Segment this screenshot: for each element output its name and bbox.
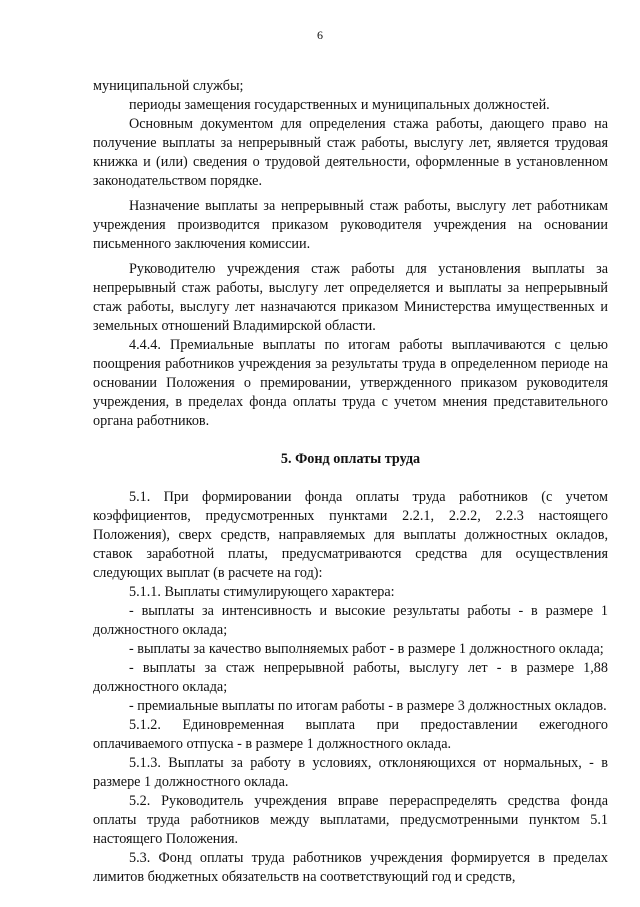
list-item: - выплаты за интенсивность и высокие результаты работы - в размере 1 должностного оклада; <box>93 603 608 638</box>
paragraph: муниципальной службы; <box>93 78 244 94</box>
list-item: - выплаты за стаж непрерывной работы, выслугу лет - в размере 1,88 должностного оклада; <box>93 660 608 695</box>
paragraph: 4.4.4. Премиальные выплаты по итогам работы выплачиваются с целью поощрения работников учреждения за результаты труда в определенном периоде на основании Положения о премировании, утвержденного приказом руководителя учреждения, в пределах фонда оплаты труда с учетом мнения представительного органа работников. <box>93 337 608 429</box>
section-heading: 5. Фонд оплаты труда <box>280 451 421 467</box>
paragraph: 5.3. Фонд оплаты труда работников учреждения формируется в пределах лимитов бюджетных обязательств на соответствующий год и средств, <box>93 850 608 885</box>
paragraph: 5.1. При формировании фонда оплаты труда работников (с учетом коэффициентов, предусмотренных пунктами 2.2.1, 2.2.2, 2.2.3 настоящего Положения), сверх средств, направляемых для выплаты должностных окладов, ставок заработной платы, предусматриваются средства для осуществления следующих выплат (в расчете на год): <box>93 489 608 581</box>
paragraph: Руководителю учреждения стаж работы для установления выплаты за непрерывный стаж работы, выслугу лет определяется и выплаты за непрерывный стаж работы, выслугу лет назначаются приказом Министерства имущественных и земельных отношений Владимирской области. <box>93 261 608 334</box>
paragraph: 5.1.2. Единовременная выплата при предоставлении ежегодного оплачиваемого отпуска - в размере 1 должностного оклада. <box>93 717 608 752</box>
paragraph: 5.2. Руководитель учреждения вправе перераспределять средства фонда оплаты труда работников между выплатами, предусмотренными пунктом 5.1 настоящего Положения. <box>93 793 608 847</box>
document-body <box>93 77 608 887</box>
paragraph: Основным документом для определения стажа работы, дающего право на получение выплаты за непрерывный стаж работы, выслугу лет, является трудовая книжка и (или) сведения о трудовой деятельности, оформленные в установленном законодательством порядке. <box>93 116 608 189</box>
paragraph: 5.1.3. Выплаты за работу в условиях, отклоняющихся от нормальных, - в размере 1 должностного оклада. <box>93 755 608 790</box>
list-item: - выплаты за качество выполняемых работ - в размере 1 должностного оклада; <box>129 641 604 657</box>
list-item: - премиальные выплаты по итогам работы - в размере 3 должностных окладов. <box>129 698 607 714</box>
paragraph: Назначение выплаты за непрерывный стаж работы, выслугу лет работникам учреждения производится приказом руководителя учреждения на основании письменного заключения комиссии. <box>93 198 608 252</box>
paragraph: периоды замещения государственных и муниципальных должностей. <box>129 97 550 113</box>
paragraph: 5.1.1. Выплаты стимулирующего характера: <box>129 584 395 600</box>
page-number: 6 <box>317 28 323 42</box>
